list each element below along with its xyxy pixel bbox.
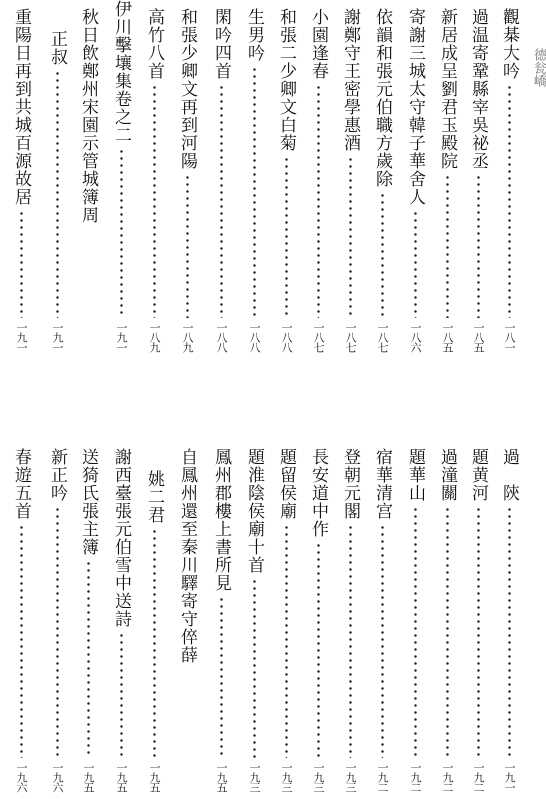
toc-entry: [243, 8, 265, 352]
entry-title: 姚二君: [144, 470, 164, 524]
entry-title: 依韻和張元伯職方歲除: [372, 8, 392, 188]
dot-leader: [414, 210, 417, 318]
toc-entry: [275, 8, 297, 352]
entry-title: 自鳳州還至秦川驛寄守倅薛: [177, 448, 197, 664]
entry-title: 高竹八首: [144, 8, 164, 80]
entry-page: 一八九: [181, 322, 194, 352]
dot-leader: [477, 506, 480, 758]
entry-title: 鳳州郡樓上書所見: [211, 448, 231, 592]
toc-entry: [467, 448, 489, 792]
toc-entry: [371, 8, 393, 352]
toc-entry: [243, 448, 265, 792]
dot-leader: [285, 156, 288, 318]
entry-title: 宿華清宫: [372, 448, 392, 520]
toc-entry: [210, 8, 232, 352]
dot-leader: [381, 192, 384, 318]
toc-entry: [339, 8, 361, 352]
entry-page: 一八七: [376, 322, 389, 352]
toc-entry: [436, 8, 458, 352]
toc-entry: [143, 470, 165, 792]
toc-entry: [46, 448, 68, 792]
dot-leader: [220, 84, 223, 318]
dot-leader: [508, 506, 511, 758]
entry-page: 一九三: [312, 762, 325, 792]
dot-leader: [317, 542, 320, 758]
dot-leader: [414, 506, 417, 758]
dot-leader: [446, 174, 449, 318]
entry-title: 春遊五首: [11, 448, 31, 520]
entry-page: 一九三: [248, 762, 261, 792]
entry-page: 一九一: [51, 322, 64, 352]
entry-title: 過潼關: [437, 448, 457, 502]
entry-title: 題留侯廟: [276, 448, 296, 520]
entry-title: 長安道中作: [308, 448, 328, 538]
dot-leader: [120, 632, 123, 758]
entry-page: 一九五: [148, 762, 161, 792]
entry-page: 一九五: [215, 762, 228, 792]
entry-page: 一八五: [472, 322, 485, 352]
margin-fragment: 德瓮嶠: [531, 48, 546, 87]
entry-page: 一八八: [215, 322, 228, 352]
entry-page: 一八八: [280, 322, 293, 352]
dot-leader: [253, 578, 256, 758]
entry-title: 閑吟四首: [211, 8, 231, 80]
entry-page: 一九一: [15, 322, 28, 352]
entry-page: 一九五: [82, 762, 95, 792]
toc-entry: [307, 448, 329, 792]
toc-entry: [498, 448, 520, 792]
entry-page: 一九二: [441, 762, 454, 792]
entry-page: 一八六: [409, 322, 422, 352]
entry-page: 一八七: [312, 322, 325, 352]
toc-entry: [404, 8, 426, 352]
dot-leader: [349, 524, 352, 758]
toc-entry: [110, 448, 132, 792]
dot-leader: [153, 528, 156, 758]
entry-page: 一九一: [503, 762, 516, 792]
dot-leader: [56, 70, 59, 318]
entry-title: 題黄河: [468, 448, 488, 502]
toc-entry: [10, 8, 32, 352]
entry-title: 新居成呈劉君玉殿院: [437, 8, 457, 170]
entry-page: 一八五: [441, 322, 454, 352]
entry-title: 謝鄭守王密學惠酒: [340, 8, 360, 152]
toc-entry: [10, 448, 32, 792]
dot-leader: [253, 66, 256, 318]
toc-entry: [176, 8, 198, 352]
entry-title: 重陽日再到共城百源故居: [11, 8, 31, 206]
entry-title: 過 陝: [499, 448, 519, 502]
dot-leader: [20, 210, 23, 318]
entry-title: 過温寄鞏縣宰吳祕丞: [468, 8, 488, 170]
toc-entry: [46, 30, 68, 352]
entry-title: 伊川擊壤集卷之二: [111, 0, 131, 144]
dot-leader: [153, 84, 156, 318]
entry-page: 一九六: [51, 762, 64, 792]
dot-leader: [87, 560, 90, 758]
dot-leader: [56, 506, 59, 758]
entry-title: 寄謝三城太守韓子華舍人: [405, 8, 425, 206]
entry-title: 題淮陰侯廟十首: [244, 448, 264, 574]
entry-title: 登朝元閣: [340, 448, 360, 520]
entry-title: 新正吟: [47, 448, 67, 502]
entry-page: 一八八: [248, 322, 261, 352]
dot-leader: [477, 174, 480, 318]
dot-leader: [446, 506, 449, 758]
entry-title: 生男吟: [244, 8, 264, 62]
entry-page: 一九一: [115, 322, 128, 352]
entry-page: 一九二: [376, 762, 389, 792]
entry-page: 一九三: [280, 762, 293, 792]
dot-leader: [120, 148, 123, 318]
entry-title: 和張二少卿文白菊: [276, 8, 296, 152]
dot-leader: [285, 524, 288, 758]
entry-page: 一九二: [472, 762, 485, 792]
dot-leader: [20, 524, 23, 758]
entry-title: 送猗氏張主簿: [78, 448, 98, 556]
entry-page: 一八九: [148, 322, 161, 352]
entry-title: 小園逢春: [308, 8, 328, 80]
entry-page: 一九五: [115, 762, 128, 792]
toc-entry: [176, 448, 198, 708]
entry-title: 正叔: [47, 30, 67, 66]
toc-entry: [275, 448, 297, 792]
toc-entry: [498, 8, 520, 352]
dot-leader: [317, 84, 320, 318]
toc-entry: [143, 8, 165, 352]
toc-entry: [77, 448, 99, 792]
entry-page: 一九二: [409, 762, 422, 792]
dot-leader: [508, 84, 511, 318]
dot-leader: [220, 596, 223, 758]
toc-entry: [404, 448, 426, 792]
entry-page: 一九六: [15, 762, 28, 792]
toc-entry: [307, 8, 329, 352]
toc-entry: [371, 448, 393, 792]
dot-leader: [349, 156, 352, 318]
toc-entry: [339, 448, 361, 792]
toc-entry: [467, 8, 489, 352]
entry-page: 一八七: [344, 322, 357, 352]
dot-leader: [381, 524, 384, 758]
entry-title: 和張少卿文再到河陽: [177, 8, 197, 170]
toc-entry: [110, 0, 132, 352]
dot-leader: [186, 174, 189, 318]
entry-title: 謝西臺張元伯雪中送詩: [111, 448, 131, 628]
entry-page: 一八一: [503, 322, 516, 352]
entry-title: 觀棊大吟: [499, 8, 519, 80]
entry-title: 題華山: [405, 448, 425, 502]
entry-title: 秋日飲鄭州宋園示管城簿周: [78, 8, 98, 224]
entry-page: 一九三: [344, 762, 357, 792]
toc-entry: [436, 448, 458, 792]
toc-entry: [77, 8, 99, 248]
toc-entry: [210, 448, 232, 792]
